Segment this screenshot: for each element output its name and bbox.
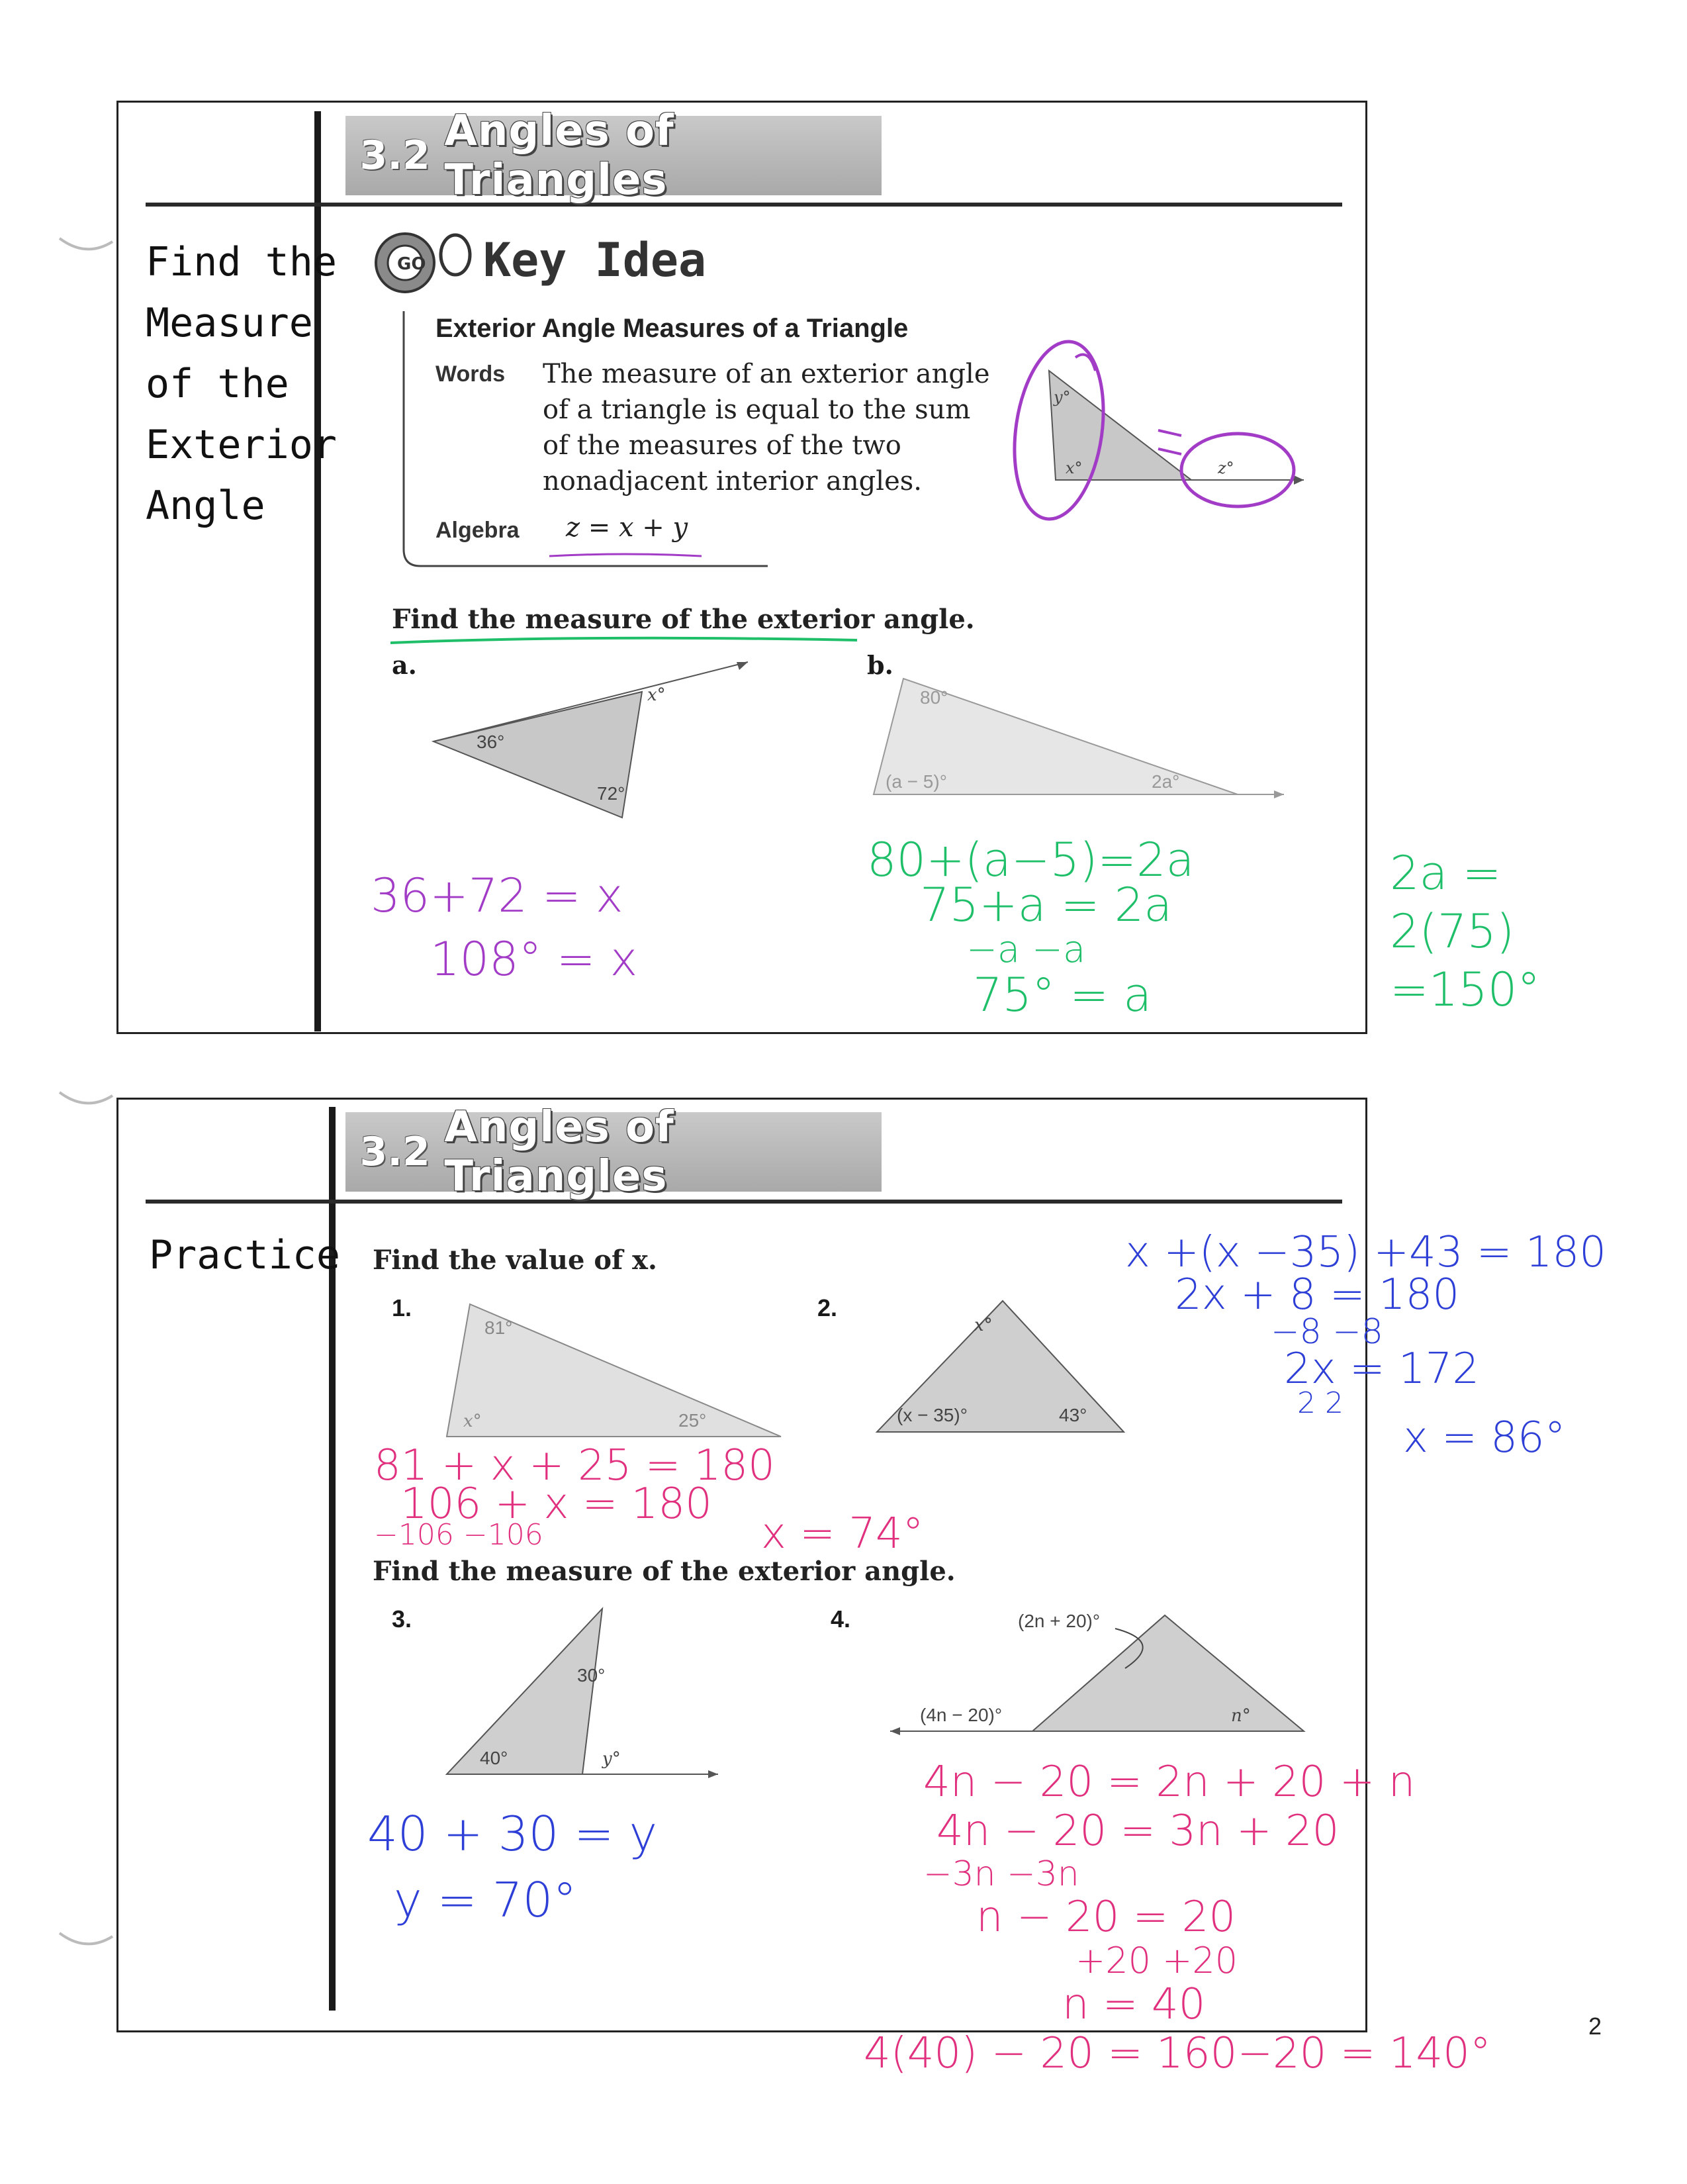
section-number: 3.2 bbox=[359, 132, 430, 179]
words-label: Words bbox=[435, 361, 506, 387]
svg-text:x°: x° bbox=[463, 1411, 482, 1431]
work-3: 40 + 30 = y y = 70° bbox=[367, 1806, 658, 1928]
key-idea-heading: Key Idea bbox=[483, 233, 707, 287]
problem-2-triangle bbox=[867, 1294, 1132, 1440]
problem-3-triangle bbox=[437, 1602, 728, 1794]
svg-text:25°: 25° bbox=[678, 1410, 707, 1431]
svg-text:30°: 30° bbox=[577, 1665, 606, 1685]
svg-text:(4n − 20)°: (4n − 20)° bbox=[920, 1705, 1003, 1725]
svg-text:72°: 72° bbox=[597, 783, 625, 804]
panel2-instruction-2: Find the measure of the exterior angle. bbox=[373, 1556, 956, 1587]
exterior-angle-diagram bbox=[960, 331, 1304, 543]
svg-text:n°: n° bbox=[1231, 1706, 1251, 1726]
panel2-sidebar-topic: Practice bbox=[149, 1232, 340, 1278]
panel2-instruction-1: Find the value of x. bbox=[373, 1245, 657, 1276]
svg-text:y°: y° bbox=[1054, 388, 1071, 406]
svg-text:2a°: 2a° bbox=[1152, 771, 1180, 792]
svg-text:(a − 5)°: (a − 5)° bbox=[886, 771, 947, 792]
svg-text:36°: 36° bbox=[477, 732, 505, 752]
instruction-underline bbox=[387, 632, 864, 648]
svg-text:z°: z° bbox=[1218, 459, 1234, 477]
problem-1-triangle bbox=[437, 1298, 794, 1443]
panel2-section-banner: 3.2 Angles of Triangles bbox=[345, 1112, 882, 1192]
page-number: 2 bbox=[1588, 2013, 1602, 2040]
svg-text:GO: GO bbox=[397, 254, 426, 274]
svg-text:40°: 40° bbox=[480, 1748, 508, 1768]
problem-a-triangle bbox=[424, 655, 768, 828]
problem-2-label: 2. bbox=[817, 1294, 838, 1321]
algebra-underline bbox=[546, 549, 705, 563]
svg-text:x°: x° bbox=[647, 685, 666, 705]
svg-text:x°: x° bbox=[974, 1315, 993, 1335]
work-a: 36+72 = x 108° = x bbox=[371, 869, 638, 986]
problem-3-label: 3. bbox=[392, 1605, 412, 1633]
problem-a-label: a. bbox=[392, 650, 417, 680]
panel1-section-banner bbox=[345, 107, 882, 205]
panel1-sidebar-topic: Find the Measure of the Exterior Angle bbox=[146, 239, 337, 529]
problem-1-label: 1. bbox=[392, 1294, 412, 1321]
problem-b-label: b. bbox=[867, 650, 893, 680]
svg-text:80°: 80° bbox=[920, 687, 948, 708]
svg-text:81°: 81° bbox=[484, 1317, 513, 1338]
binder-hole-marks bbox=[0, 0, 132, 2184]
problem-4-label: 4. bbox=[831, 1605, 851, 1633]
svg-text:x°: x° bbox=[1066, 459, 1083, 477]
problem-4-triangle bbox=[887, 1602, 1310, 1741]
svg-text:(x − 35)°: (x − 35)° bbox=[897, 1405, 968, 1425]
key-idea-box-title: Exterior Angle Measures of a Triangle bbox=[435, 314, 909, 343]
work-b-extra: 2a = 2(75) =150° bbox=[1390, 846, 1541, 1017]
svg-text:(2n + 20)°: (2n + 20)° bbox=[1018, 1611, 1101, 1631]
svg-text:y°: y° bbox=[602, 1749, 621, 1769]
work-1: 81 + x + 25 = 180 106 + x = 180 −106 −106 bbox=[374, 1441, 775, 1552]
algebra-label: Algebra bbox=[435, 518, 520, 543]
work-4: 4n − 20 = 2n + 20 + n 4n − 20 = 3n + 20 −3n −3n n − 20 = 20 +20 +20 n = 40 4(40) − 20 = 160−20 = 140° bbox=[864, 1758, 1491, 2078]
work-2: x +(x −35) +43 = 180 2x + 8 = 180 −8 −8 2x = 172 2 2 x = 86° bbox=[1125, 1228, 1606, 1462]
panel1-instruction: Find the measure of the exterior angle. bbox=[392, 604, 975, 635]
section-title: Angles of Triangles bbox=[444, 107, 674, 205]
algebra-formula: z = x + y bbox=[566, 512, 688, 543]
work-b: 80+(a−5)=2a 75+a = 2a −a −a 75° = a bbox=[867, 833, 1195, 1022]
words-definition: The measure of an exterior angle of a triangle is equal to the sum of the measures of the two nonadjacent interior angles. bbox=[543, 359, 990, 497]
problem-b-triangle bbox=[860, 672, 1297, 818]
go-icon bbox=[371, 228, 483, 301]
work-1-answer: x = 74° bbox=[761, 1509, 924, 1558]
svg-text:43°: 43° bbox=[1059, 1405, 1087, 1425]
